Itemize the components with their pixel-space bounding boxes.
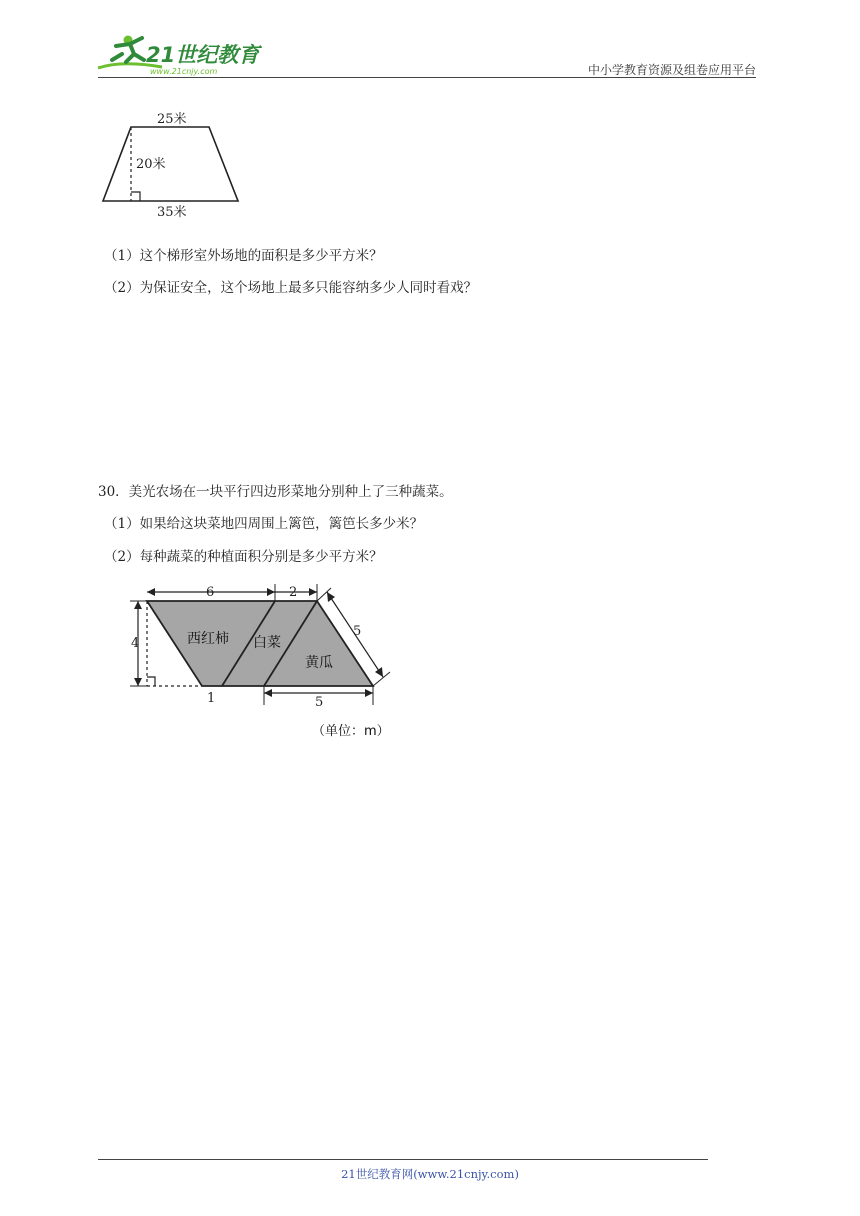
platform-title: 中小学教育资源及组卷应用平台 [587, 63, 756, 77]
region-cabbage: 白菜 [253, 635, 281, 651]
dim-arrow-left-icon [147, 588, 155, 596]
label-1: 1 [207, 691, 216, 706]
label-4: 4 [131, 636, 140, 651]
dim-arrow-left-icon [264, 689, 272, 697]
trapezoid-bottom-label: 35米 [157, 205, 187, 220]
q30-sub2: （2）每种蔬菜的种植面积分别是多少平方米？ [104, 549, 383, 565]
dim-arrow-right-icon [365, 689, 373, 697]
side-arrow-up-icon [327, 592, 335, 602]
dim-arrow-right-icon [267, 588, 275, 596]
label-side-5: 5 [353, 624, 362, 639]
label-6: 6 [206, 585, 215, 600]
height-arrow-up-icon [134, 601, 142, 609]
footer-divider [98, 1159, 708, 1160]
region-tomato: 西红柿 [187, 631, 229, 647]
logo-text: 21世纪教育 [146, 43, 260, 67]
q30-stem: 30．美光农场在一块平行四边形菜地分别种上了三种蔬菜。 [98, 484, 453, 500]
logo-url: www.21cnjy.com [150, 67, 218, 76]
trapezoid-top-label: 25米 [157, 112, 187, 127]
trapezoid-height-label: 20米 [136, 157, 166, 172]
q29-sub1: （1）这个梯形室外场地的面积是多少平方米？ [104, 248, 383, 264]
q29-sub2: （2）为保证安全，这个场地上最多只能容纳多少人同时看戏？ [104, 280, 478, 296]
q30-sub1: （1）如果给这块菜地四周围上篱笆，篱笆长多少米？ [104, 516, 424, 532]
unit-note: （单位：m） [312, 724, 390, 739]
dim-arrow-right-icon [309, 588, 317, 596]
label-2: 2 [289, 585, 298, 600]
footer-text[interactable]: 21世纪教育网(www.21cnjy.com) [341, 1167, 519, 1181]
label-bottom-5: 5 [315, 695, 324, 710]
region-cucumber: 黄瓜 [305, 655, 333, 671]
right-angle-mark [147, 677, 155, 686]
side-arrow-down-icon [375, 667, 383, 677]
height-arrow-down-icon [134, 678, 142, 686]
